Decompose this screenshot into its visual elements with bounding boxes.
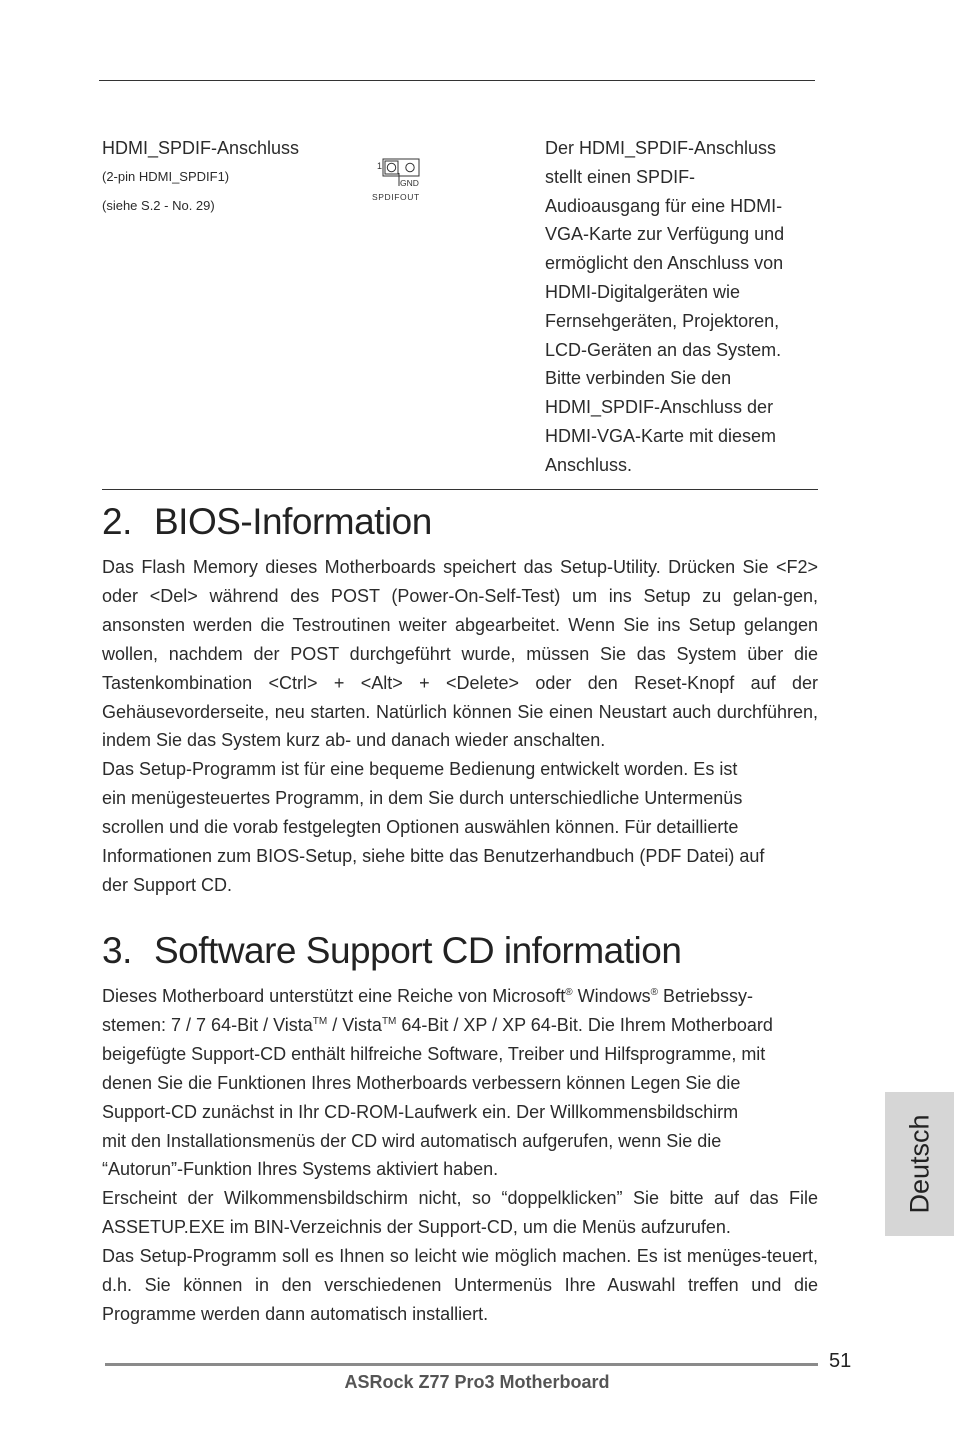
text-line: der Support CD. [102,874,233,895]
language-label: Deutsch [904,1114,934,1214]
section3-number: 3. [102,930,132,971]
section2-title: BIOS-Information [154,501,432,542]
section-rule [102,489,818,490]
description-line: ermöglicht den Anschluss von [545,253,784,274]
registered-mark: ® [650,987,658,998]
section3-paragraph-1-lines [102,1040,818,1185]
pin1-hole [387,163,395,171]
page-number: 51 [829,1350,852,1372]
spdifout-label: SPDIFOUT [372,192,420,202]
section2-body [102,553,818,900]
connector-title: HDMI_SPDIF-Anschluss [102,138,300,158]
section2-paragraph-2 [102,755,818,900]
section3-line-2 [102,1011,818,1040]
description-line: HDMI-VGA-Karte mit diesem [545,425,777,446]
text-span: 64-Bit / XP / XP 64-Bit. Die Ihrem Motherboard [396,1014,773,1035]
text-span: Windows [572,986,651,1006]
section3-heading [102,929,681,973]
section2-heading [102,500,432,544]
section2-paragraph-1: Das Flash Memory dieses Motherboards speichert das Setup-Utility. Drücken Sie <F2> oder <Del> während des POST (Power-On-Self-Test) um ins Setup zu gelan-gen, ansonsten werden die Testroutinen weiter abgearbeitet. Wenn Sie ins Setup gelangen wollen, nachdem der POST durchgeführt wurde, müssen Sie das System über die Tastenkombination <Ctrl> + <Alt> + <Delete> oder den Reset-Knopf auf der Gehäusevorderseite, neu starten. Natürlich können Sie einen Neustart auch durchführen, indem Sie das System kurz ab- und danach wieder anschalten. [102,557,818,751]
section3-line-1 [102,982,818,1011]
trademark-mark: TM [312,1015,328,1027]
description-line: HDMI-Digitalgeräten wie [545,281,741,302]
section3-paragraph-3: Das Setup-Programm soll es Ihnen so leicht wie möglich machen. Es ist menüges-teuert, d.h. Sie können in den verschiedenen Untermenüs Ihre Auswahl treffen und die Programme werden dann automatisch installiert. [102,1246,818,1324]
description-line: Fernsehgeräten, Projektoren, [545,310,780,331]
footer-rule [105,1363,818,1366]
section3-paragraph-1 [102,982,818,1184]
trademark-mark: TM [381,1015,397,1027]
section3-title: Software Support CD information [154,930,682,971]
section2-number: 2. [102,501,132,542]
text-line: Informationen zum BIOS-Setup, siehe bitte das Benutzerhandbuch (PDF Datei) auf [102,846,765,867]
description-line: HDMI_SPDIF-Anschluss der [545,397,774,418]
footer-title: ASRock Z77 Pro3 Motherboard [344,1372,610,1392]
connector-description [545,134,820,480]
registered-mark: ® [565,987,573,998]
description-line: VGA-Karte zur Verfügung und [545,224,785,245]
text-line: ein menügesteuertes Programm, in dem Sie durch unterschiedliche Untermenüs [102,788,743,809]
text-line: beigefügte Support-CD enthält hilfreiche Software, Treiber und Hilfsprogramme, mit [102,1043,766,1064]
description-line: Audioausgang für eine HDMI- [545,195,783,216]
text-line: mit den Installationsmenüs der CD wird automatisch aufgerufen, wenn Sie die [102,1130,722,1151]
description-line: Der HDMI_SPDIF-Anschluss [545,138,777,158]
pin-header-outline [383,159,419,176]
gnd-label: GND [400,178,419,188]
text-span: Dieses Motherboard unterstützt eine Reiche von Microsoft [102,986,566,1006]
text-line: Support-CD zunächst in Ihr CD-ROM-Laufwerk ein. Der Willkommensbildschirm [102,1101,739,1122]
description-line: stellt einen SPDIF- [545,166,696,187]
spdif-pin-diagram [372,155,432,205]
text-span: stemen: 7 / 7 64-Bit / Vista [102,1014,313,1035]
section3-body [102,982,818,1329]
description-line: Anschluss. [545,454,633,475]
text-line: scrollen und die vorab festgelegten Optionen auswählen können. Für detaillierte [102,817,739,838]
pin2-hole [406,163,414,171]
description-line: LCD-Geräten an das System. [545,339,782,360]
text-line: Das Setup-Programm ist für eine bequeme Bedienung entwickelt worden. Es ist [102,759,738,780]
text-line: “Autorun”-Funktion Ihres Systems aktiviert haben. [102,1159,499,1180]
connector-page-ref: (siehe S.2 - No. 29) [102,198,215,213]
text-line: denen Sie die Funktionen Ihres Motherboards verbessern können Legen Sie die [102,1072,741,1093]
language-side-tab [885,1092,954,1236]
text-span: Betriebssy- [658,986,754,1006]
description-line: Bitte verbinden Sie den [545,368,732,389]
pin1-label: 1 [377,161,383,171]
section3-paragraph-2: Erscheint der Wilkommensbildschirm nicht, so “doppelklicken” Sie bitte auf das File ASSETUP.EXE im BIN-Verzeichnis der Support-CD, um die Menüs aufzurufen. [102,1188,818,1238]
connector-pin-label: (2-pin HDMI_SPDIF1) [102,169,230,184]
top-rule [99,80,815,81]
text-span: / Vista [327,1014,382,1035]
